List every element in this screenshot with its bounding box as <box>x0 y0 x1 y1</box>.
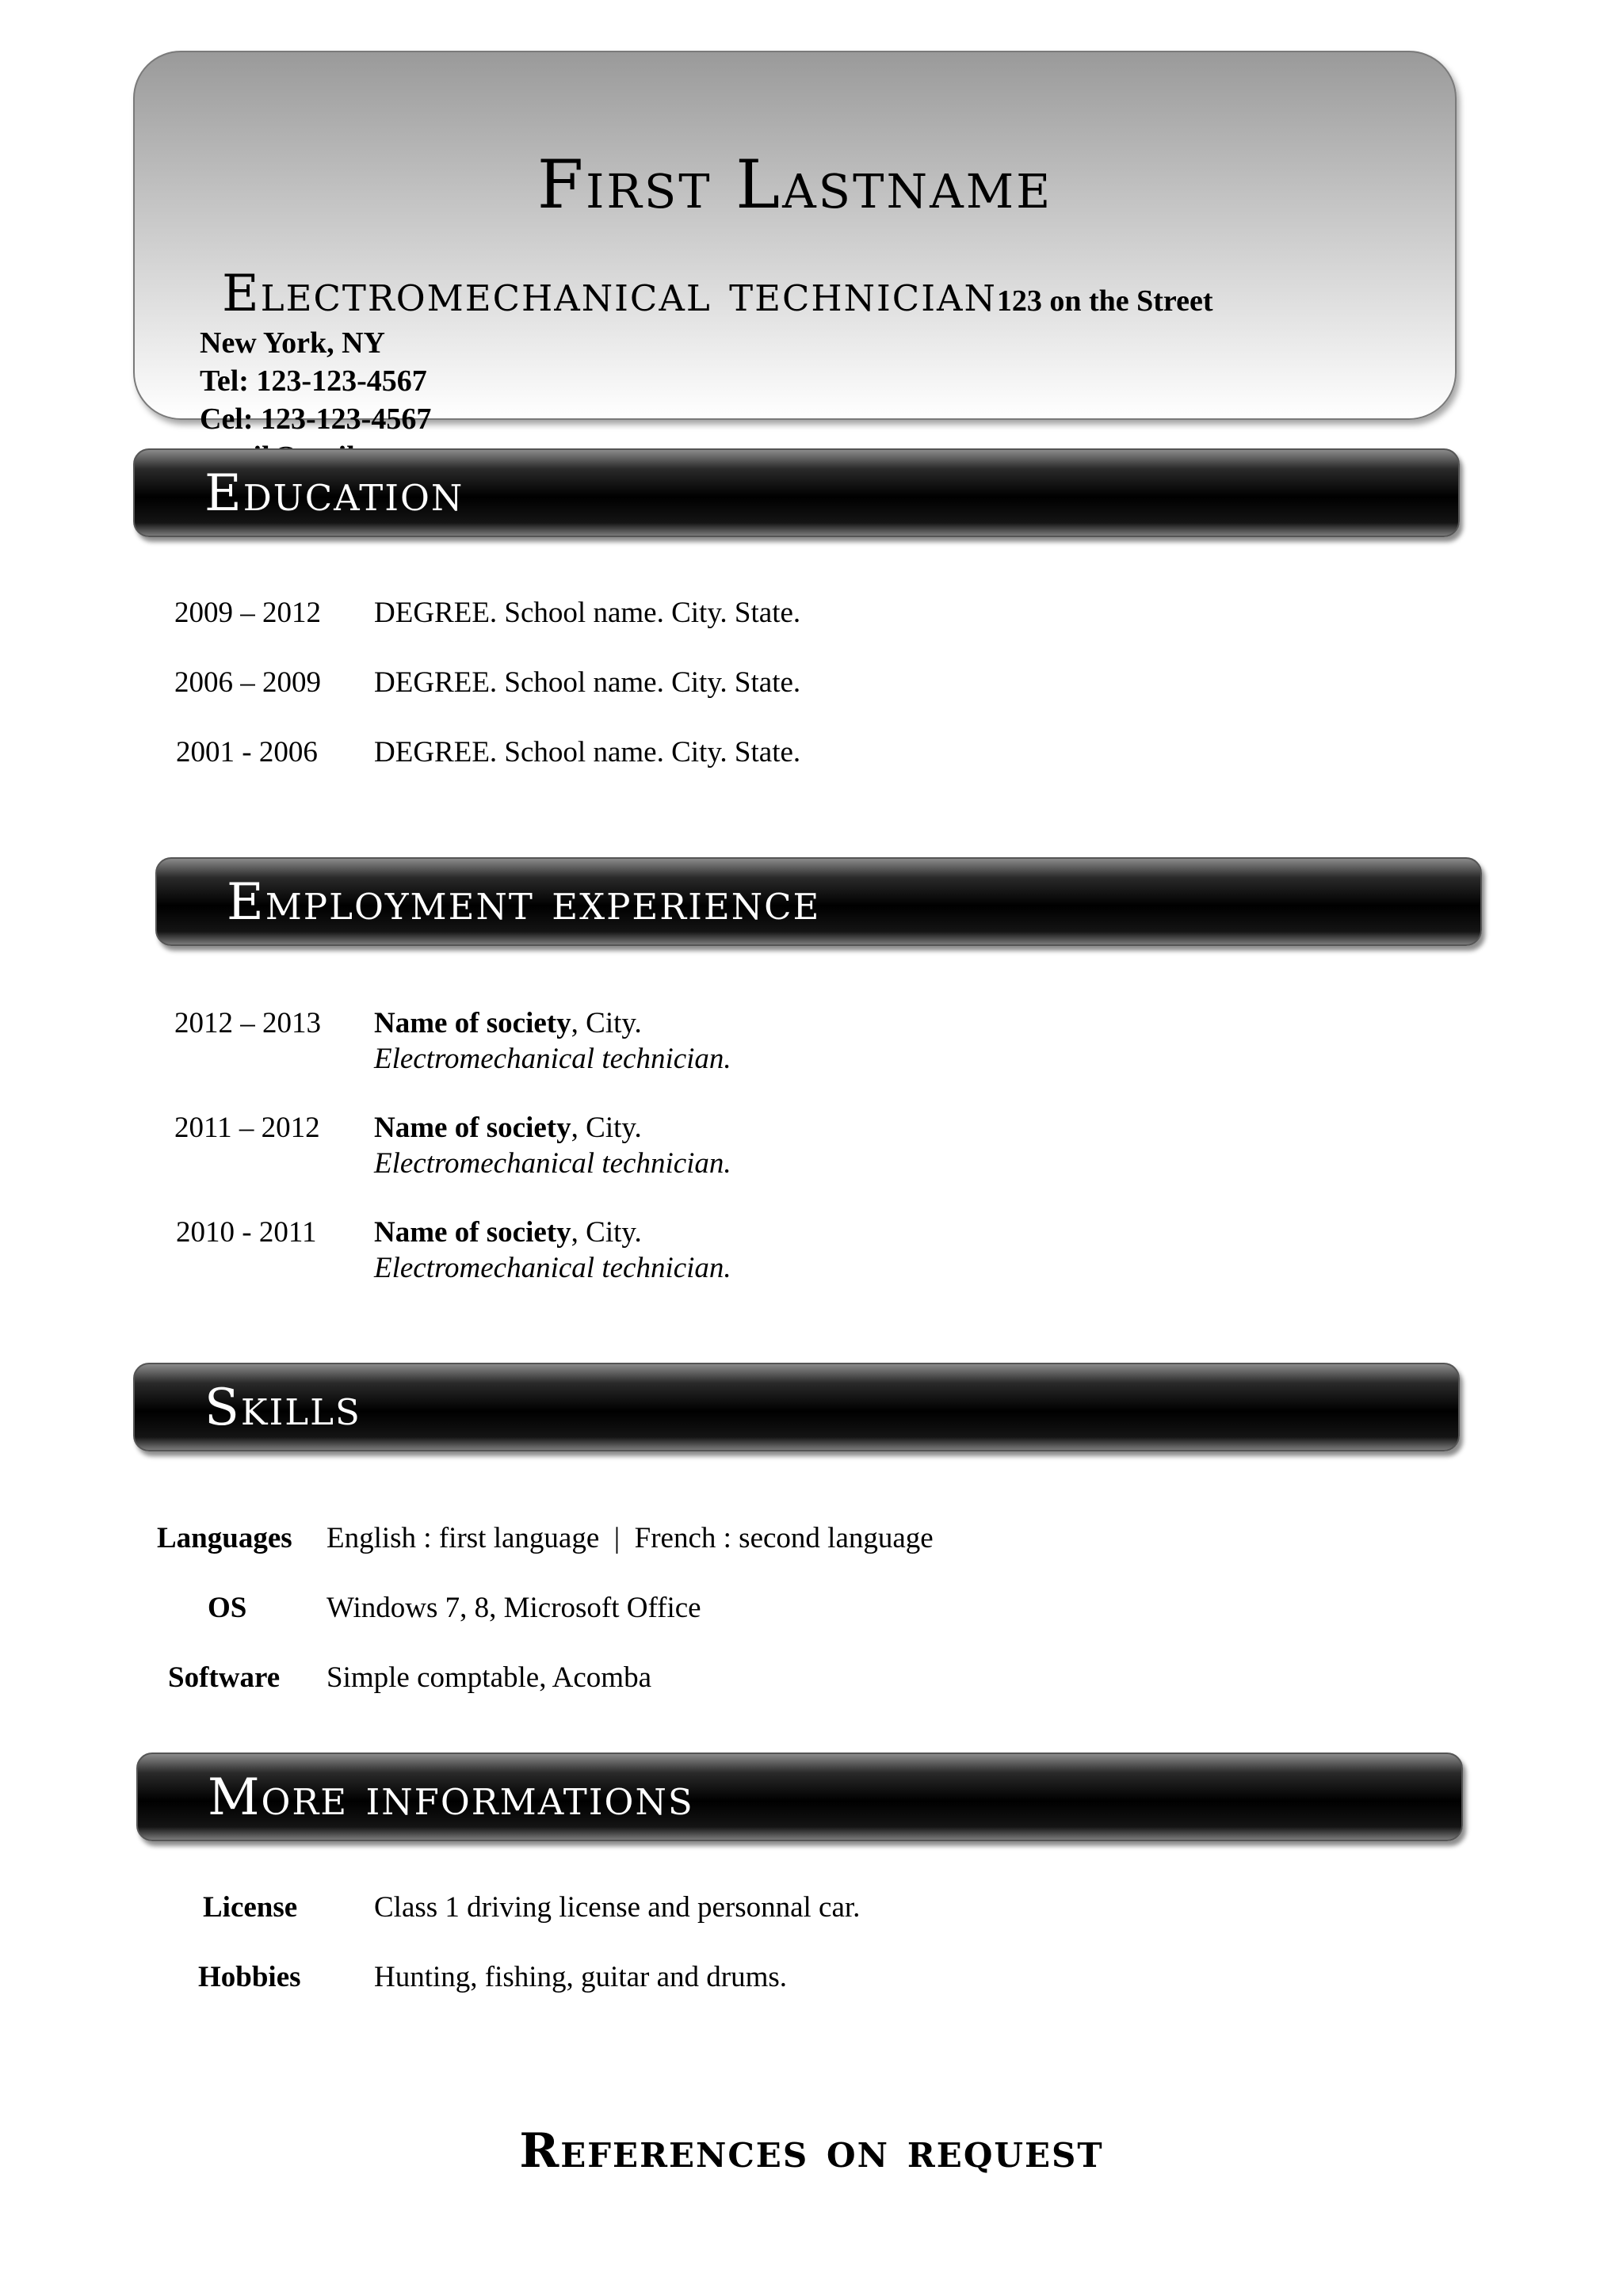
employment-company-3: Name of society <box>374 1216 571 1249</box>
employment-entry-3 <box>374 1215 642 1249</box>
skills-label-languages: Languages <box>157 1522 292 1554</box>
employment-bar <box>155 857 1482 946</box>
skills-text-software: Simple comptable, Acomba <box>327 1661 651 1694</box>
education-text-2: DEGREE. School name. City. State. <box>374 666 801 699</box>
skills-label-software: Software <box>168 1661 281 1694</box>
person-name: First Lastname <box>537 146 1053 223</box>
education-years-3: 2001 - 2006 <box>176 736 318 769</box>
employment-role-3: Electromechanical technician. <box>374 1252 731 1284</box>
street-address: 123 on the Street <box>996 284 1213 318</box>
employment-entry-1 <box>374 1006 642 1040</box>
skills-heading: Skills <box>204 1379 361 1437</box>
employment-heading: Employment experience <box>227 873 821 932</box>
education-heading: Education <box>204 464 464 523</box>
employment-years-2: 2011 – 2012 <box>174 1112 320 1144</box>
employment-entry-2 <box>374 1111 642 1145</box>
employment-years-3: 2010 - 2011 <box>176 1216 317 1249</box>
telephone: Tel: 123-123-4567 <box>200 364 427 398</box>
more-label-license: License <box>203 1891 298 1924</box>
more-informations-heading: More informations <box>208 1768 694 1827</box>
skills-text-languages: English : first language | French : second language <box>327 1522 934 1554</box>
employment-company-1: Name of society <box>374 1007 571 1039</box>
employment-city-1: , City. <box>571 1007 642 1039</box>
education-years-2: 2006 – 2009 <box>174 666 321 699</box>
title-line <box>222 265 1213 323</box>
education-bar <box>133 448 1460 537</box>
employment-role-1: Electromechanical technician. <box>374 1043 731 1075</box>
city-state: New York, NY <box>200 326 385 360</box>
more-text-license: Class 1 driving license and personnal car. <box>374 1891 861 1924</box>
employment-company-2: Name of society <box>374 1112 571 1144</box>
education-text-3: DEGREE. School name. City. State. <box>374 736 801 769</box>
cellphone: Cel: 123-123-4567 <box>200 402 432 436</box>
more-text-hobbies: Hunting, fishing, guitar and drums. <box>374 1961 788 1993</box>
employment-role-2: Electromechanical technician. <box>374 1147 731 1180</box>
more-informations-bar <box>136 1753 1463 1841</box>
education-years-1: 2009 – 2012 <box>174 597 321 629</box>
job-title: Electromechanical technician <box>222 265 997 323</box>
skills-label-os: OS <box>208 1592 247 1624</box>
education-text-1: DEGREE. School name. City. State. <box>374 597 801 629</box>
employment-city-2: , City. <box>571 1112 642 1144</box>
skills-bar <box>133 1363 1460 1451</box>
skills-text-os: Windows 7, 8, Microsoft Office <box>327 1592 701 1624</box>
more-label-hobbies: Hobbies <box>198 1961 301 1993</box>
employment-city-3: , City. <box>571 1216 642 1249</box>
references-note: References on request <box>519 2123 1104 2179</box>
employment-years-1: 2012 – 2013 <box>174 1007 321 1039</box>
header-box <box>133 51 1457 436</box>
